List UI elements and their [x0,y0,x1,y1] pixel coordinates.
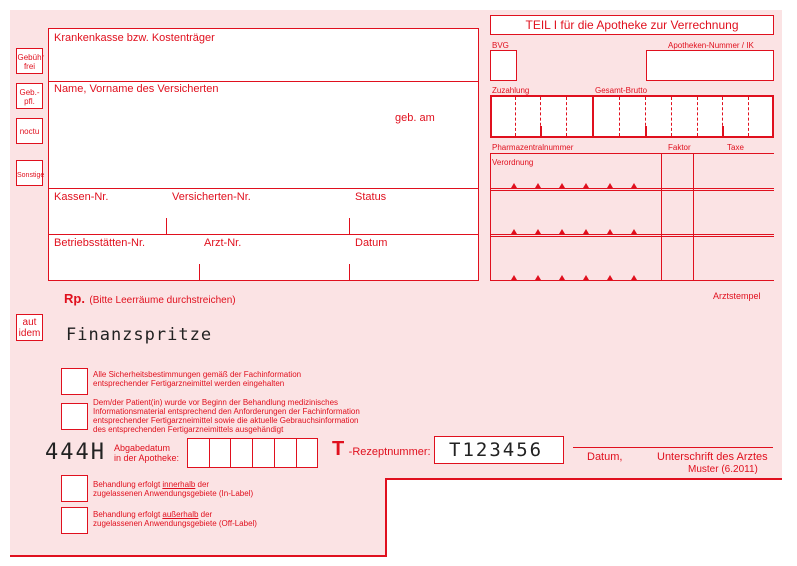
t-letter: T [332,438,345,460]
rezeptnummer-value: T123456 [449,439,544,461]
digit-marker [511,229,517,234]
in-label-text [93,480,253,498]
handwritten-number: 444H [45,440,106,465]
pzn-faktor-divider [661,153,662,281]
verordnung-left-border [490,153,491,281]
verordnung-row-line [490,234,774,235]
digit-marker [559,183,565,188]
kassen-nr-label: Kassen-Nr. [54,191,109,203]
faktor-label: Faktor [668,143,691,152]
apotheken-nr-label: Apotheken-Nummer / IK [668,41,754,50]
brutto-cell-sep [671,97,672,136]
verordnung-row-line [490,236,774,237]
abgabedatum-cell [296,438,297,468]
arzt-nr-field[interactable] [201,250,346,278]
rezeptnummer-label-group [332,438,431,461]
zuzahlung-cell-sep [515,97,516,136]
brutto-cell-sep [619,97,620,136]
info-material-text: Dem/der Patient(in) wurde vor Beginn der Behandlung medizinisches Informationsmaterial entsprechend den Anforderungen der Fachinformation entsprechender Fertigarzneimittel sowie die aktuelle Gebrauchsinformation des entsprechenden Fertigarzneimittels ausgehändigt [93,398,360,434]
digit-marker [631,229,637,234]
noctu-label: noctu [19,127,40,136]
divider-kassen [48,234,479,235]
brutto-decimal-mark [722,126,724,136]
rezeptnummer-field[interactable] [434,436,564,464]
insurance-field[interactable] [52,46,472,78]
in-label-text-post: der zugelassenen Anwendungsgebiete (In-Label) [93,480,254,498]
digit-marker [583,275,589,280]
bvg-field[interactable] [490,50,517,81]
gebuehr-frei-label: Gebühr frei [17,53,45,71]
digit-marker [535,229,541,234]
insurance-label: Krankenkasse bzw. Kostenträger [54,32,215,44]
zuzahlung-label: Zuzahlung [492,86,530,95]
arzt-tick [349,264,350,281]
aut-idem-checkbox[interactable] [16,314,43,341]
digit-marker [631,183,637,188]
verordnung-row-line [490,280,774,281]
arztstempel-label: Arztstempel [713,291,761,301]
digit-marker [607,183,613,188]
divider-insurance [48,81,479,82]
pharmacy-title-box [490,15,774,35]
birth-label: geb. am [395,112,435,124]
zuzahlung-cell-sep [566,97,567,136]
digit-marker [583,183,589,188]
digit-marker [607,229,613,234]
divider-name [48,188,479,189]
signature-line [573,447,773,448]
apotheken-nr-field[interactable] [646,50,774,81]
noctu-checkbox[interactable] [16,118,43,144]
digit-marker [511,275,517,280]
arzt-nr-label: Arzt-Nr. [204,237,242,249]
rp-note: (Bitte Leerräume durchstreichen) [89,295,236,306]
form-notch-side [385,478,387,556]
zuzahlung-divider [592,95,594,138]
digit-marker [535,183,541,188]
gesamt-brutto-label: Gesamt-Brutto [595,86,648,95]
abgabedatum-cell [274,438,275,468]
digit-marker [559,229,565,234]
verordnung-row-2[interactable] [490,190,774,234]
in-label-text-pre: Behandlung erfolgt [93,480,163,489]
abgabedatum-cell [230,438,231,468]
digit-marker [583,229,589,234]
zuzahlung-gesamt-box[interactable] [490,95,774,138]
rp-heading [64,290,236,308]
betriebsstaetten-field[interactable] [52,250,196,278]
safety-text: Alle Sicherheitsbestimmungen gemäß der Fachinformation entsprechender Fertigarzneimittel werden eingehalten [93,370,302,388]
signature-label: Unterschrift des Arztes [657,451,768,463]
sonstige-label: Sonstige [17,172,45,179]
zuzahlung-decimal-mark [540,126,542,136]
off-label-text [93,510,257,528]
betriebsstaetten-label: Betriebsstätten-Nr. [54,237,146,249]
muster-label: Muster (6.2011) [688,464,758,475]
pharmacy-title: TEIL I für die Apotheke zur Verrechnung [525,18,739,32]
datum-label: Datum [355,237,388,249]
abgabedatum-cell [209,438,210,468]
digit-marker [631,275,637,280]
status-label: Status [355,191,387,203]
versicherten-nr-field[interactable] [168,204,346,232]
aut-idem-label: aut idem [18,317,41,339]
betriebsstaetten-tick [199,264,200,281]
digit-marker [511,183,517,188]
off-label-text-post: der zugelassenen Anwendungsgebiete (Off-Label) [93,510,257,528]
form-notch-top [386,478,782,480]
brutto-cell-sep [697,97,698,136]
in-label-text-emph: innerhalb [162,480,196,489]
abgabedatum-cell [252,438,253,468]
signature-field[interactable] [573,400,773,446]
datum-signature-label: Datum, [587,451,623,463]
rezeptnummer-label: -Rezeptnummer: [348,446,431,458]
kassen-nr-field[interactable] [52,204,164,232]
info-material-checkbox[interactable] [61,403,88,430]
verordnung-row-line [490,190,774,191]
pzn-label: Pharmazentralnummer [492,143,574,152]
kassen-tick [166,218,167,234]
digit-marker [535,275,541,280]
form-bottom-edge [10,555,387,557]
off-label-text-emph: außerhalb [162,510,199,519]
bvg-label: BVG [492,41,509,50]
versicherten-nr-label: Versicherten-Nr. [172,191,251,203]
brutto-cell-sep [748,97,749,136]
geb-pfl-label: Geb.-pfl. [19,88,40,106]
off-label-checkbox[interactable] [61,507,88,534]
in-label-checkbox[interactable] [61,475,88,502]
digit-marker [559,275,565,280]
off-label-text-pre: Behandlung erfolgt [93,510,163,519]
verordnung-row-line [490,188,774,189]
name-field[interactable] [52,97,382,183]
birth-date-field[interactable] [392,128,474,178]
abgabedatum-label: Abgabedatum in der Apotheke: [114,443,180,463]
digit-marker [607,275,613,280]
versicherten-tick [349,218,350,234]
verordnung-label: Verordnung [492,158,534,167]
safety-checkbox[interactable] [61,368,88,395]
taxe-label: Taxe [727,143,744,152]
geb-pfl-checkbox[interactable] [16,83,43,109]
medication-text[interactable]: Finanzspritze [66,325,213,345]
brutto-decimal-mark [645,126,647,136]
gebuehr-frei-checkbox[interactable] [16,48,43,74]
faktor-taxe-divider [693,153,694,281]
datum-field[interactable] [351,250,475,278]
rp-label: Rp. [64,291,85,306]
status-field[interactable] [351,204,475,232]
name-label: Name, Vorname des Versicherten [54,83,219,95]
sonstige-checkbox[interactable] [16,160,43,186]
